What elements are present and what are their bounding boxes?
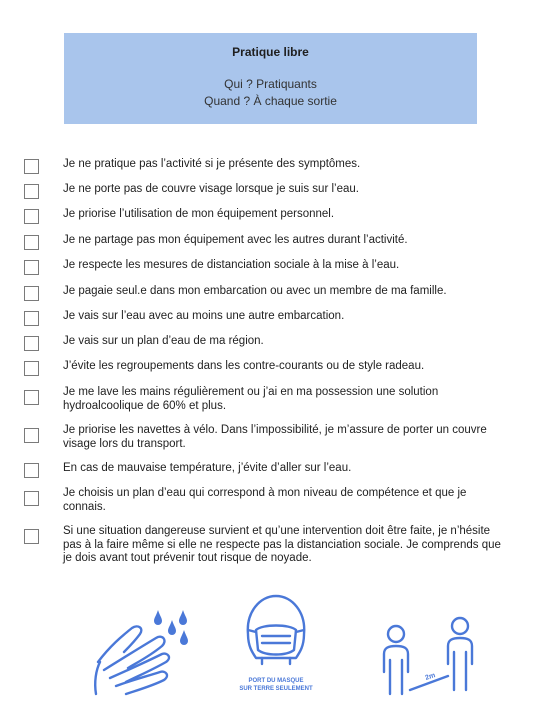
checklist-item-text: Je pagaie seul.e dans mon embarcation ou avec un membre de ma famille. xyxy=(63,285,447,297)
checklist-item-text: Si une situation dangereuse survient et qu’une intervention doit être faite, je n’hésite pas à la faire même si elle ne respecte pas la distanciation sociale. Je comprends que je dois avant tout prévenir tout risque de noyade. xyxy=(63,525,501,564)
checklist-item-text: Je ne pratique pas l’activité si je présente des symptômes. xyxy=(63,158,361,170)
checkbox[interactable] xyxy=(24,235,39,250)
face-mask-icon xyxy=(248,596,304,664)
checkbox[interactable] xyxy=(24,463,39,478)
hand-wash-icon xyxy=(95,610,188,694)
checklist-item-text: Je ne partage pas mon équipement avec les autres durant l’activité. xyxy=(63,234,408,246)
checklist-item-text: Je choisis un plan d’eau qui correspond à mon niveau de compétence et que je connais. xyxy=(63,487,467,513)
checkbox[interactable] xyxy=(24,209,39,224)
checkbox[interactable] xyxy=(24,390,39,405)
checkbox[interactable] xyxy=(24,428,39,443)
checkbox[interactable] xyxy=(24,286,39,301)
checklist-item-text: Je vais sur l’eau avec au moins une autre embarcation. xyxy=(63,310,345,322)
checkbox[interactable] xyxy=(24,361,39,376)
checklist-item-text: En cas de mauvaise température, j’évite d’aller sur l’eau. xyxy=(63,462,352,474)
header-when: Quand ? À chaque sortie xyxy=(204,94,337,108)
checkbox[interactable] xyxy=(24,184,39,199)
checklist-item-text: Je priorise l’utilisation de mon équipement personnel. xyxy=(63,208,335,220)
checkbox[interactable] xyxy=(24,260,39,275)
icon-row xyxy=(0,590,541,700)
icon-row-graphics xyxy=(0,590,541,700)
checklist-item-text: Je priorise les navettes à vélo. Dans l’impossibilité, je m’assure de porter un couvre visage lors du transport. xyxy=(63,424,487,450)
header-box xyxy=(64,33,477,124)
mask-caption-line2: SUR TERRE SEULEMENT xyxy=(239,686,313,692)
mask-caption-line1: PORT DU MASQUE xyxy=(248,678,304,684)
checklist-item-text: Je me lave les mains régulièrement ou j’ai en ma possession une solution hydroalcoolique de 60% et plus. xyxy=(63,386,439,412)
checklist-item-text: Je ne porte pas de couvre visage lorsque je suis sur l’eau. xyxy=(63,183,359,195)
checkbox[interactable] xyxy=(24,336,39,351)
checklist-item-text: Je respecte les mesures de distanciation sociale à la mise à l’eau. xyxy=(63,259,400,271)
header-who: Qui ? Pratiquants xyxy=(224,77,317,91)
social-distance-icon xyxy=(384,618,472,694)
checkbox[interactable] xyxy=(24,159,39,174)
checkbox[interactable] xyxy=(24,529,39,544)
checkbox[interactable] xyxy=(24,491,39,506)
checklist-item-text: Je vais sur un plan d’eau de ma région. xyxy=(63,335,264,347)
checklist-item-text: J’évite les regroupements dans les contre-courants ou de style radeau. xyxy=(63,360,425,372)
header-title: Pratique libre xyxy=(232,45,309,59)
checkbox[interactable] xyxy=(24,311,39,326)
distance-label: 2m xyxy=(424,672,437,682)
